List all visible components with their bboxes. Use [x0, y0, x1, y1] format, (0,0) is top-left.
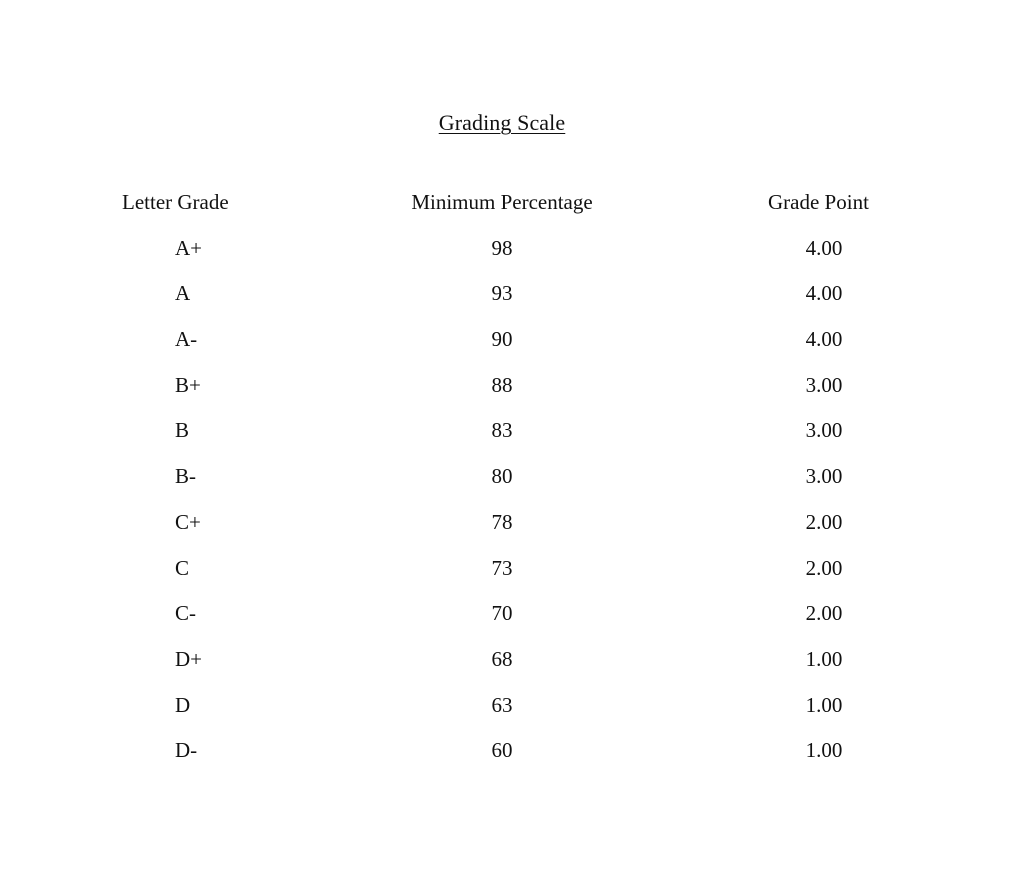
- letter-grade-cell: D: [175, 692, 191, 717]
- letter-grade-cell: B-: [175, 464, 196, 489]
- minimum-percentage-cell: 93: [491, 281, 513, 306]
- table-row: [0, 693, 1024, 739]
- table-row: [0, 738, 1024, 784]
- minimum-percentage-cell: 63: [491, 692, 513, 717]
- table-header-row: [0, 190, 1024, 236]
- grade-point-cell: 4.00: [805, 235, 843, 260]
- minimum-percentage-cell: 83: [491, 418, 513, 443]
- minimum-percentage-cell: 73: [491, 555, 513, 580]
- document-title: Grading Scale: [438, 110, 566, 135]
- table-row: [0, 601, 1024, 647]
- grade-point-cell: 2.00: [805, 555, 843, 580]
- table-row: [0, 236, 1024, 282]
- grade-point-cell: 4.00: [805, 327, 843, 352]
- table-row: [0, 418, 1024, 464]
- table-row: [0, 556, 1024, 602]
- grade-point-cell: 1.00: [805, 738, 843, 763]
- minimum-percentage-cell: 88: [491, 372, 513, 397]
- grade-point-cell: 3.00: [805, 418, 843, 443]
- letter-grade-cell: D-: [175, 738, 198, 763]
- grade-point-cell: 1.00: [805, 646, 843, 671]
- column-header-grade-point: Grade Point: [768, 190, 869, 214]
- letter-grade-cell: D+: [175, 646, 203, 671]
- grade-point-cell: 3.00: [805, 372, 843, 397]
- table-row: [0, 464, 1024, 510]
- table-row: [0, 647, 1024, 693]
- minimum-percentage-cell: 70: [491, 601, 513, 626]
- letter-grade-cell: A+: [175, 235, 203, 260]
- minimum-percentage-cell: 60: [491, 738, 513, 763]
- column-header-letter-grade: Letter Grade: [122, 190, 229, 214]
- grade-point-cell: 3.00: [805, 464, 843, 489]
- letter-grade-cell: B: [175, 418, 190, 443]
- column-header-minimum-percentage: Minimum Percentage: [411, 190, 593, 214]
- minimum-percentage-cell: 90: [491, 327, 513, 352]
- table-row: [0, 510, 1024, 556]
- minimum-percentage-cell: 80: [491, 464, 513, 489]
- grade-point-cell: 2.00: [805, 601, 843, 626]
- letter-grade-cell: C-: [175, 601, 196, 626]
- minimum-percentage-cell: 68: [491, 646, 513, 671]
- minimum-percentage-cell: 78: [491, 509, 513, 534]
- grading-scale-table: [0, 190, 1024, 784]
- letter-grade-cell: A: [175, 281, 191, 306]
- letter-grade-cell: A-: [175, 327, 198, 352]
- minimum-percentage-cell: 98: [491, 235, 513, 260]
- table-row: [0, 373, 1024, 419]
- table-row: [0, 281, 1024, 327]
- grade-point-cell: 4.00: [805, 281, 843, 306]
- table-row: [0, 327, 1024, 373]
- letter-grade-cell: C+: [175, 509, 201, 534]
- grade-point-cell: 2.00: [805, 509, 843, 534]
- letter-grade-cell: B+: [175, 372, 201, 397]
- letter-grade-cell: C: [175, 555, 190, 580]
- grade-point-cell: 1.00: [805, 692, 843, 717]
